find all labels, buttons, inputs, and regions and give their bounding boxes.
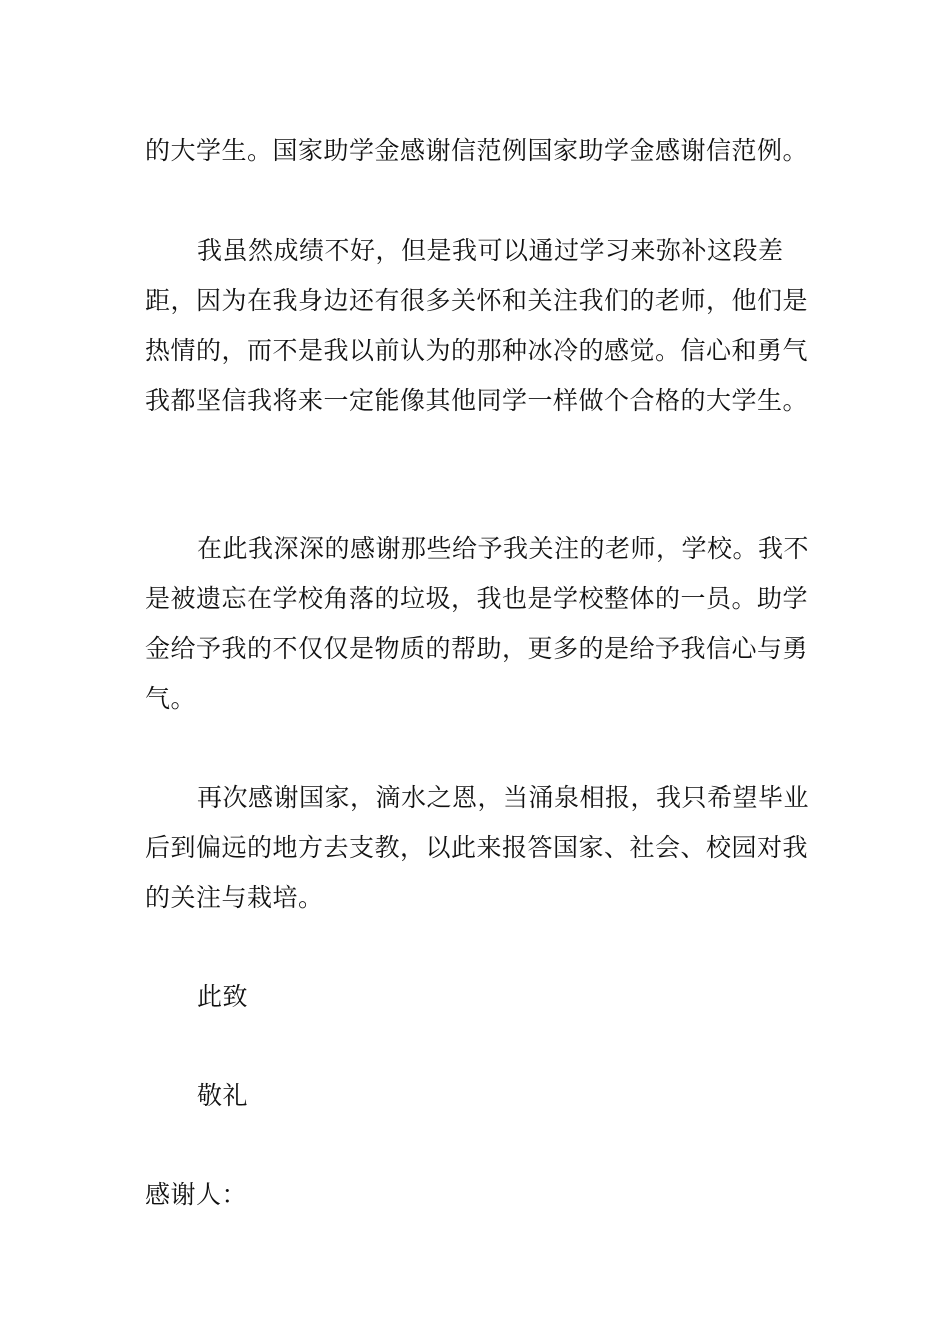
paragraph-gratitude-country: 再次感谢国家，滴水之恩，当涌泉相报，我只希望毕业后到偏远的地方去支教，以此来报答国家、社会、校园对我的关注与栽培。 (145, 783, 810, 912)
paragraph-gratitude-school: 在此我深深的感谢那些给予我关注的老师，学校。我不是被遗忘在学校角落的垃圾，我也是学校整体的一员。助学金给予我的不仅仅是物质的帮助，更多的是给予我信心与勇气。 (145, 534, 810, 713)
closing-regards: 敬礼 (197, 1081, 249, 1110)
paragraph-confidence: 我虽然成绩不好，但是我可以通过学习来弥补这段差距，因为在我身边还有很多关怀和关注我们的老师，他们是热情的，而不是我以前认为的那种冰冷的感觉。信心和勇气我都坚信我将来一定能像其他同学一样做个合格的大学生。 (145, 236, 809, 415)
signature-label: 感谢人： (145, 1180, 248, 1209)
paragraph-intro: 的大学生。国家助学金感谢信范例国家助学金感谢信范例。 (145, 136, 809, 165)
closing-salutation: 此致 (197, 982, 249, 1011)
